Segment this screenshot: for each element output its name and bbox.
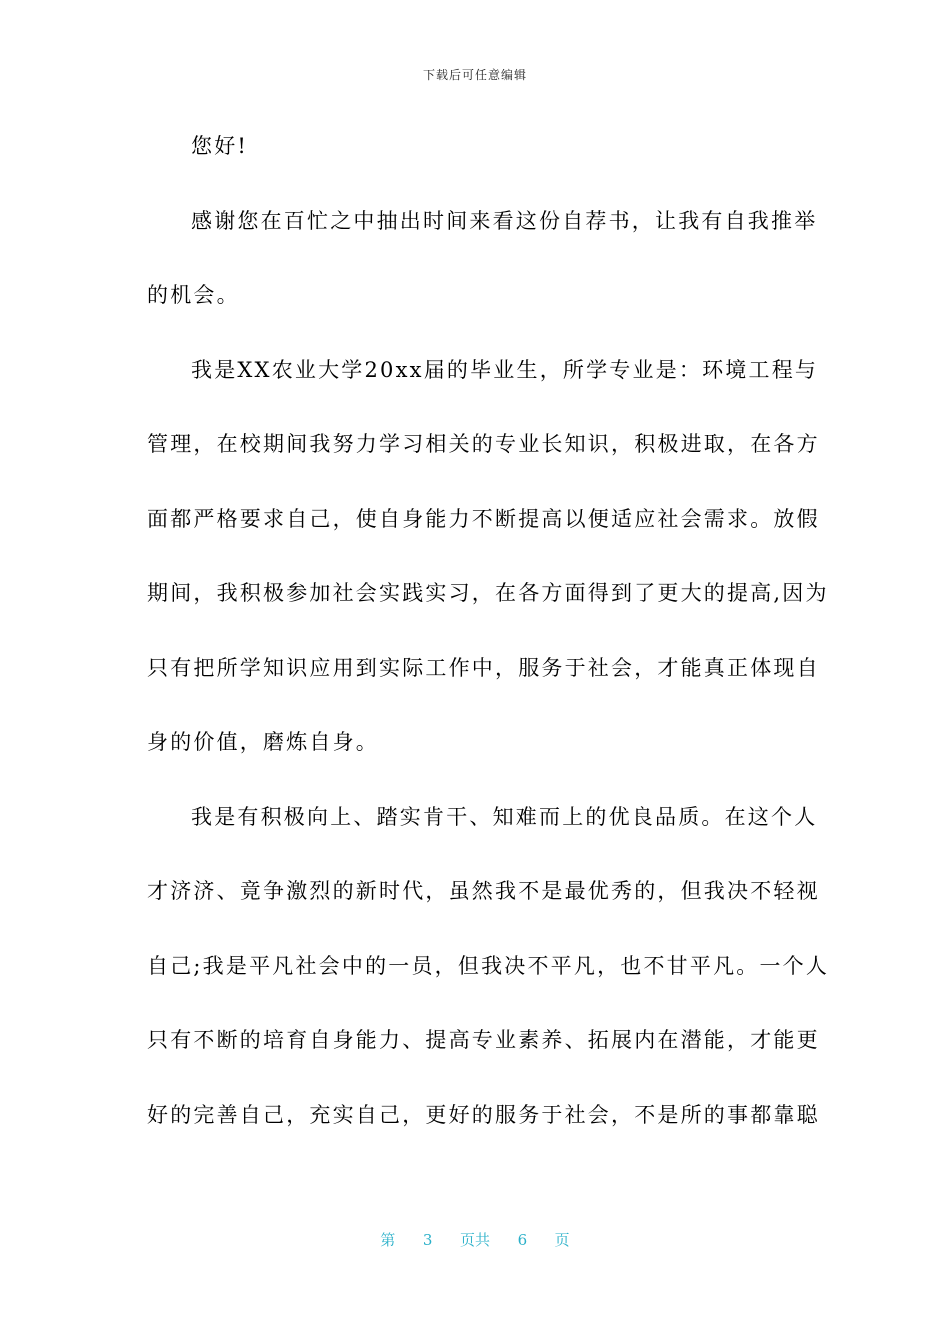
text-line: 自己;我是平凡社会中的一员，但我决不平凡，也不甘平凡。一个人 (147, 953, 830, 978)
text-line: 面都严格要求自己，使自身能力不断提高以便适应社会需求。放假 (147, 506, 820, 531)
text-line: 身的价值，磨炼自身。 (147, 730, 379, 754)
text-line: 感谢您在百忙之中抽出时间来看这份自荐书，让我有自我推举 (191, 208, 818, 233)
header-note: 下载后可任意编辑 (422, 68, 527, 82)
text-line: 期间，我积极参加社会实践实习，在各方面得到了更大的提高,因为 (147, 581, 829, 605)
text-line: 才济济、竟争激烈的新时代，虽然我不是最优秀的，但我决不轻视 (147, 879, 820, 903)
footer-current-page: 3 (422, 1231, 433, 1249)
text-line: 好的完善自己，充实自己，更好的服务于社会，不是所的事都靠聪 (147, 1102, 820, 1127)
text-line: 我是有积极向上、踏实肯干、知难而上的优良品质。在这个人 (191, 804, 818, 829)
footer-prefix: 第 (380, 1231, 396, 1249)
footer-total-pages: 6 (517, 1231, 528, 1249)
text-line: 的机会。 (147, 283, 240, 307)
text-line: 管理，在校期间我努力学习相关的专业长知识，积极进取，在各方 (147, 432, 820, 456)
page-number-footer (0, 1229, 950, 1250)
text-line: 我是XX农业大学20xx届的毕业生，所学专业是：环境工程与 (191, 357, 819, 382)
footer-middle: 页共 (459, 1231, 490, 1249)
text-line: 您好! (191, 134, 249, 158)
footer-suffix: 页 (554, 1231, 570, 1249)
text-line: 只有把所学知识应用到实际工作中，服务于社会，才能真正体现自 (147, 655, 820, 680)
letter-body (147, 128, 830, 1171)
text-line: 只有不断的培育自身能力、提高专业素养、拓展内在潜能，才能更 (147, 1028, 820, 1052)
